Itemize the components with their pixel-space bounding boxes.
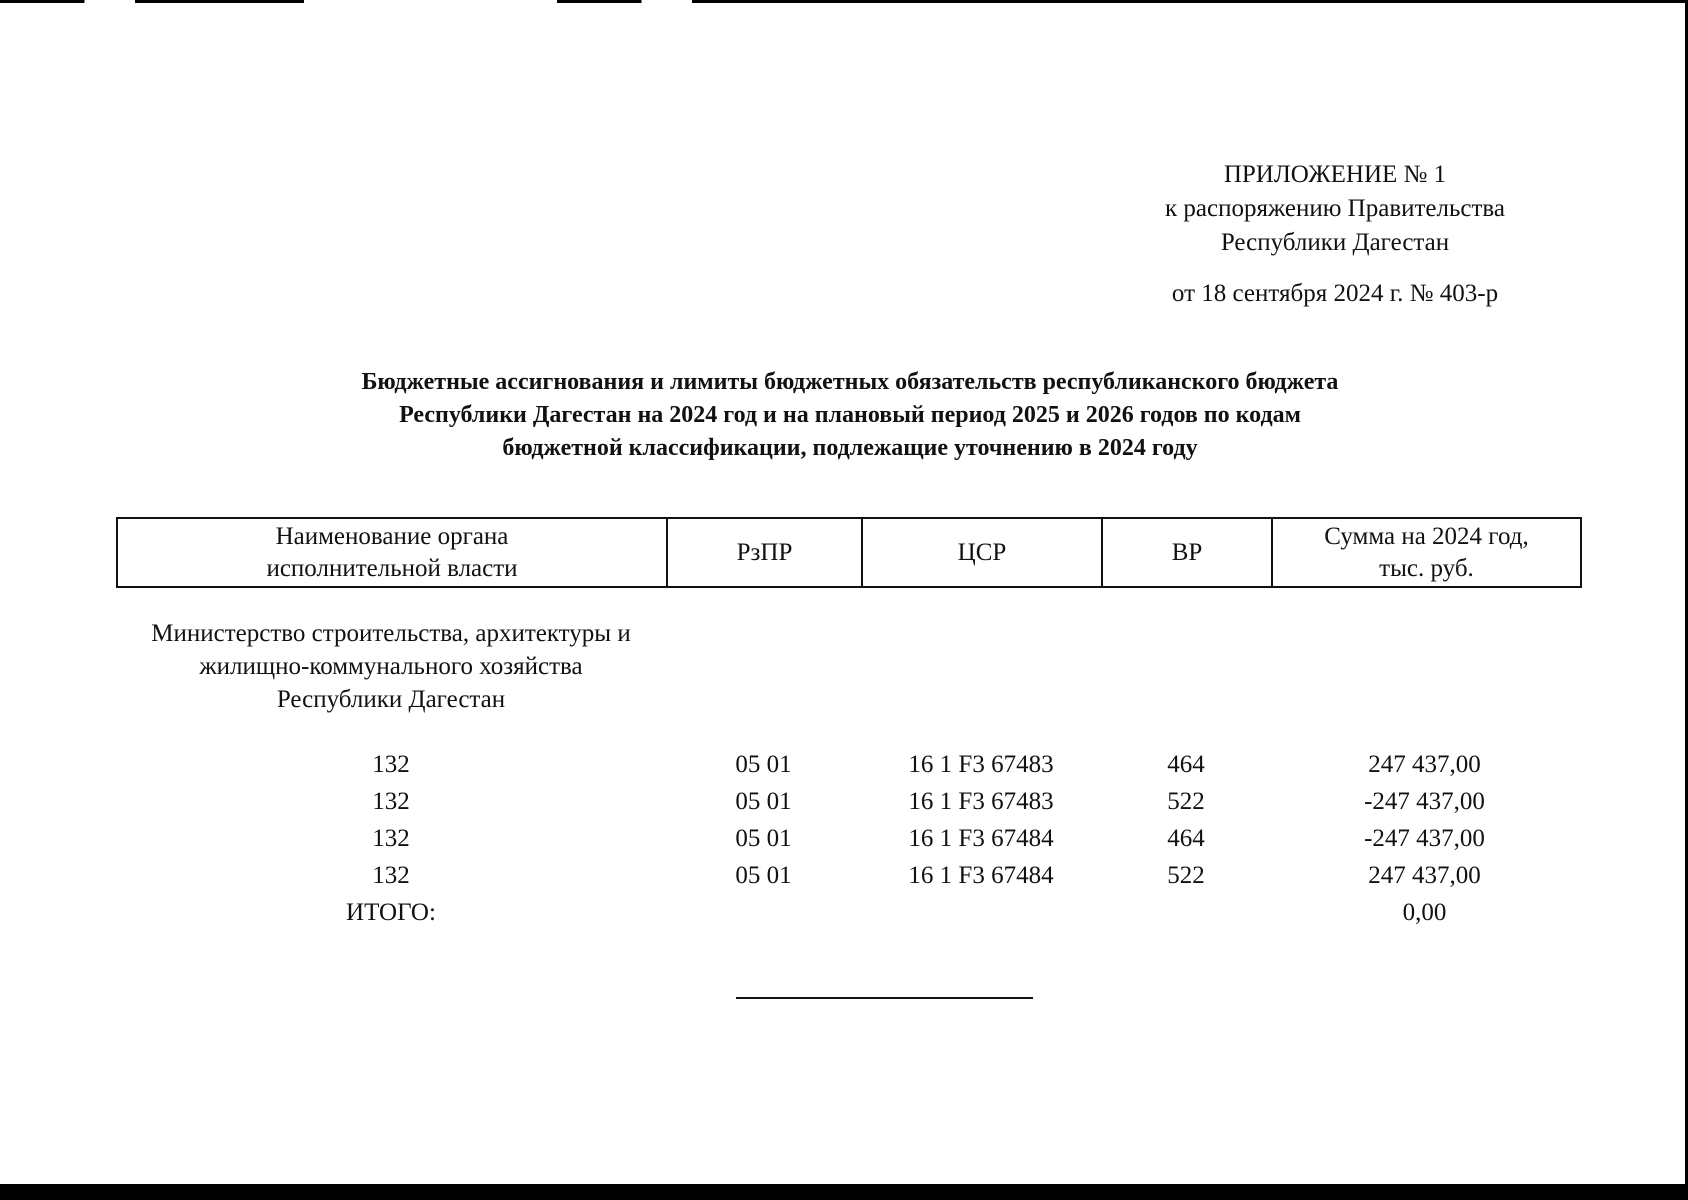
cell-csr: 16 1 F3 67484	[908, 861, 1054, 889]
cell-vr: 464	[1167, 824, 1205, 852]
cell-rzpr: 05 01	[735, 750, 792, 778]
appendix-date: от 18 сентября 2024 г. № 403-р	[1171, 280, 1499, 307]
header-sum	[1273, 519, 1580, 586]
cell-csr: 16 1 F3 67483	[908, 787, 1054, 815]
appendix-number: ПРИЛОЖЕНИЕ № 1	[1223, 161, 1447, 188]
cell-csr: 16 1 F3 67483	[908, 750, 1054, 778]
cell-code: 132	[372, 824, 410, 852]
organization-line-3: Республики Дагестан	[276, 686, 506, 713]
total-label: ИТОГО:	[346, 899, 436, 926]
cell-code: 132	[372, 750, 410, 778]
organization-name	[116, 617, 666, 716]
organization-line-1: Министерство строительства, архитектуры и	[151, 620, 631, 647]
total-row	[116, 899, 1582, 927]
table-header	[116, 517, 1582, 588]
cell-code: 132	[372, 787, 410, 815]
title-line-2: Республики Дагестан на 2024 год и на плановый период 2025 и 2026 годов по кодам	[399, 402, 1301, 428]
end-divider	[736, 997, 1033, 999]
total-spacer	[666, 899, 1271, 927]
table-row	[116, 783, 1582, 820]
header-name-line-1: Наименование органа	[275, 522, 509, 550]
cell-rzpr: 05 01	[735, 787, 792, 815]
organization-line-2: жилищно-коммунального хозяйства	[199, 653, 583, 680]
cell-code: 132	[372, 861, 410, 889]
cell-rzpr: 05 01	[735, 824, 792, 852]
cell-rzpr: 05 01	[735, 861, 792, 889]
title-line-1: Бюджетные ассигнования и лимиты бюджетных обязательств республиканского бюджета	[361, 369, 1339, 395]
header-name	[118, 519, 668, 586]
cell-vr: 522	[1167, 787, 1205, 815]
header-sum-line-1: Сумма на 2024 год,	[1324, 522, 1529, 550]
appendix-authority: Республики Дагестан	[1220, 229, 1450, 256]
cell-vr: 522	[1167, 861, 1205, 889]
header-vr: ВР	[1103, 519, 1273, 586]
cell-sum: -247 437,00	[1364, 787, 1485, 815]
cell-sum: 247 437,00	[1368, 750, 1481, 778]
total-value: 0,00	[1402, 899, 1447, 926]
table-row	[116, 820, 1582, 857]
title-line-3: бюджетной классификации, подлежащие уточнению в 2024 году	[502, 435, 1198, 461]
table-row	[116, 857, 1582, 894]
cell-csr: 16 1 F3 67484	[908, 824, 1054, 852]
header-name-line-2: исполнительной власти	[266, 554, 518, 582]
document-title	[200, 366, 1500, 465]
cell-sum: -247 437,00	[1364, 824, 1485, 852]
header-sum-line-2: тыс. руб.	[1379, 554, 1474, 582]
appendix-reference: к распоряжению Правительства	[1164, 195, 1505, 222]
table-row	[116, 746, 1582, 783]
appendix-header	[1120, 158, 1550, 260]
cell-sum: 247 437,00	[1368, 861, 1481, 889]
table-body	[116, 746, 1582, 894]
scan-edge-top	[0, 0, 1688, 3]
cell-vr: 464	[1167, 750, 1205, 778]
header-rzpr: РзПР	[668, 519, 863, 586]
scan-edge-bottom	[0, 1184, 1688, 1200]
header-csr: ЦСР	[863, 519, 1103, 586]
